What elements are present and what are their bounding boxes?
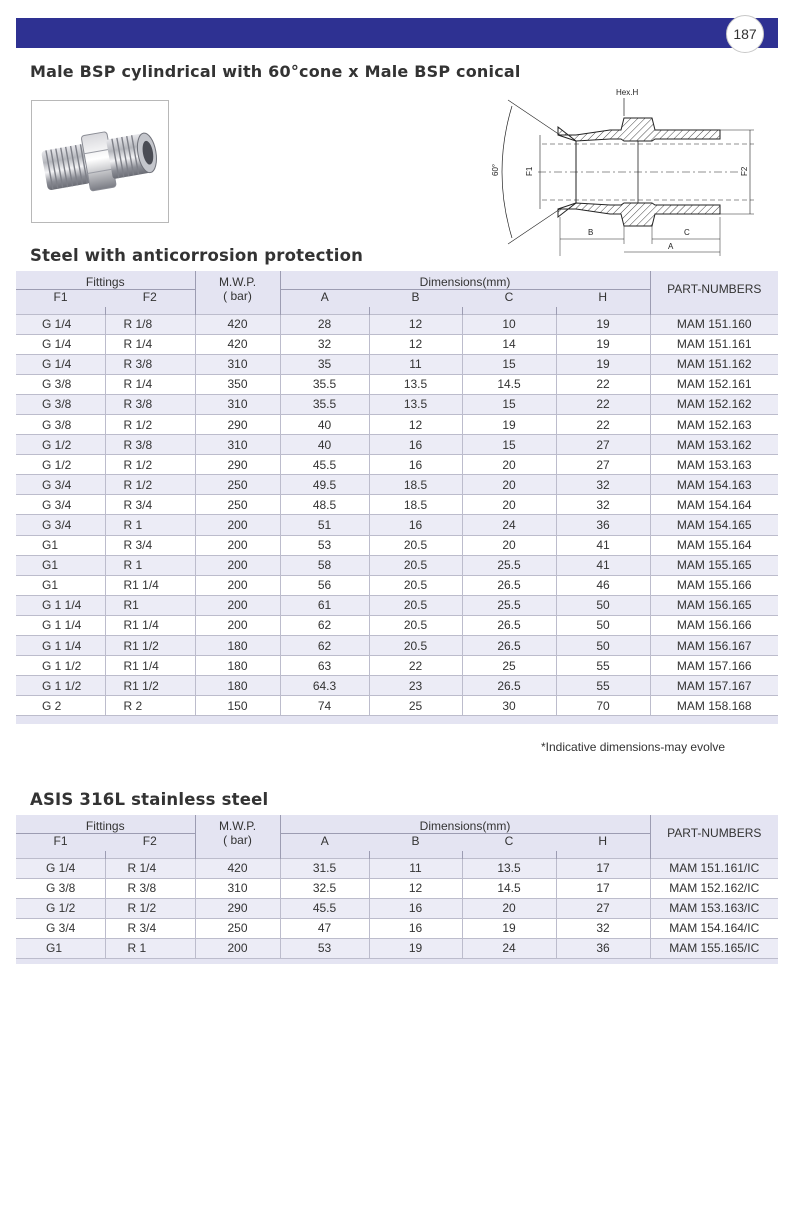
cell-f1: G 3/8 — [16, 374, 105, 394]
cell-part-number: MAM 151.161 — [650, 334, 778, 354]
cell-mwp: 310 — [195, 354, 280, 374]
cell-f2: R 1/4 — [105, 374, 195, 394]
dimensions-header: Dimensions(mm) — [280, 815, 650, 833]
cell-a: 51 — [280, 515, 369, 535]
cell-a: 74 — [280, 696, 369, 716]
cell-a: 35 — [280, 354, 369, 374]
cell-a: 58 — [280, 555, 369, 575]
cell-b: 12 — [369, 414, 462, 434]
cell-f2: R 1/2 — [105, 414, 195, 434]
cell-f2: R 3/8 — [105, 394, 195, 414]
cell-h: 27 — [556, 898, 650, 918]
cell-mwp: 200 — [195, 615, 280, 635]
cell-h: 32 — [556, 495, 650, 515]
h-header: H — [556, 833, 650, 851]
cell-f1: G 1/2 — [16, 435, 105, 455]
cell-h: 55 — [556, 656, 650, 676]
hex-label: Hex.H — [616, 88, 639, 97]
b-label: B — [588, 228, 594, 237]
fittings-header: Fittings — [16, 271, 195, 289]
cell-b: 20.5 — [369, 636, 462, 656]
cell-a: 62 — [280, 615, 369, 635]
cell-c: 25 — [462, 656, 556, 676]
cell-f2: R 1/2 — [105, 455, 195, 475]
cell-f2: R1 — [105, 595, 195, 615]
cell-mwp: 250 — [195, 495, 280, 515]
cell-f1: G 3/4 — [16, 495, 105, 515]
cell-b: 23 — [369, 676, 462, 696]
cell-c: 14.5 — [462, 374, 556, 394]
table-row — [16, 394, 778, 414]
cell-h: 36 — [556, 938, 650, 958]
cell-f2: R 3/8 — [105, 878, 195, 898]
a-header: A — [280, 833, 369, 851]
cell-part-number: MAM 157.166 — [650, 656, 778, 676]
cell-a: 61 — [280, 595, 369, 615]
cell-c: 24 — [462, 938, 556, 958]
cell-c: 25.5 — [462, 595, 556, 615]
cell-f2: R 1 — [105, 555, 195, 575]
cell-h: 22 — [556, 374, 650, 394]
cell-a: 40 — [280, 435, 369, 455]
c-header: C — [462, 289, 556, 307]
cell-c: 15 — [462, 435, 556, 455]
cell-h: 17 — [556, 878, 650, 898]
cell-b: 20.5 — [369, 595, 462, 615]
f1-header: F1 — [16, 289, 105, 307]
cell-a: 56 — [280, 575, 369, 595]
cell-mwp: 200 — [195, 515, 280, 535]
cell-c: 25.5 — [462, 555, 556, 575]
cell-h: 22 — [556, 414, 650, 434]
cell-b: 16 — [369, 898, 462, 918]
angle-label: 60° — [491, 163, 500, 176]
cell-f2: R 1/4 — [105, 334, 195, 354]
cell-c: 26.5 — [462, 676, 556, 696]
cell-h: 55 — [556, 676, 650, 696]
cell-c: 14 — [462, 334, 556, 354]
cell-h: 27 — [556, 455, 650, 475]
table-row — [16, 334, 778, 354]
dimensions-header: Dimensions(mm) — [280, 271, 650, 289]
cell-f2: R 3/4 — [105, 918, 195, 938]
cell-a: 40 — [280, 414, 369, 434]
f2-header: F2 — [105, 289, 195, 307]
table-row — [16, 354, 778, 374]
cell-h: 50 — [556, 636, 650, 656]
indicative-note: *Indicative dimensions-may evolve — [541, 740, 726, 754]
cell-b: 16 — [369, 455, 462, 475]
cell-h: 17 — [556, 858, 650, 878]
cell-c: 15 — [462, 354, 556, 374]
cell-f2: R1 1/4 — [105, 615, 195, 635]
cell-h: 50 — [556, 595, 650, 615]
cell-b: 25 — [369, 696, 462, 716]
cell-c: 20 — [462, 455, 556, 475]
table-row — [16, 938, 778, 958]
cell-c: 20 — [462, 898, 556, 918]
cell-h: 41 — [556, 535, 650, 555]
cell-b: 18.5 — [369, 475, 462, 495]
cell-b: 18.5 — [369, 495, 462, 515]
table-row — [16, 878, 778, 898]
cell-h: 50 — [556, 615, 650, 635]
cell-f1: G 2 — [16, 696, 105, 716]
cell-part-number: MAM 153.162 — [650, 435, 778, 455]
cell-a: 49.5 — [280, 475, 369, 495]
cell-a: 32 — [280, 334, 369, 354]
bar-header: ( bar) — [195, 289, 280, 307]
cell-b: 12 — [369, 334, 462, 354]
cell-part-number: MAM 156.167 — [650, 636, 778, 656]
cell-mwp: 420 — [195, 858, 280, 878]
cell-part-number: MAM 152.163 — [650, 414, 778, 434]
table-row — [16, 636, 778, 656]
mwp-header: M.W.P. — [195, 815, 280, 833]
cell-h: 27 — [556, 435, 650, 455]
cell-h: 19 — [556, 354, 650, 374]
b-header: B — [369, 833, 462, 851]
cell-mwp: 290 — [195, 455, 280, 475]
cell-part-number: MAM 155.166 — [650, 575, 778, 595]
cell-part-number: MAM 157.167 — [650, 676, 778, 696]
header-bar — [16, 18, 778, 48]
cell-mwp: 250 — [195, 918, 280, 938]
cell-part-number: MAM 151.161/IC — [650, 858, 778, 878]
cell-f2: R 3/4 — [105, 495, 195, 515]
table-row — [16, 555, 778, 575]
cell-f1: G 1 1/2 — [16, 656, 105, 676]
cell-c: 14.5 — [462, 878, 556, 898]
cell-a: 31.5 — [280, 858, 369, 878]
cell-b: 20.5 — [369, 615, 462, 635]
cell-c: 26.5 — [462, 636, 556, 656]
cell-part-number: MAM 152.162/IC — [650, 878, 778, 898]
cell-f2: R 3/4 — [105, 535, 195, 555]
table-row — [16, 575, 778, 595]
cell-mwp: 290 — [195, 898, 280, 918]
cell-a: 35.5 — [280, 374, 369, 394]
cell-mwp: 310 — [195, 394, 280, 414]
cell-mwp: 180 — [195, 656, 280, 676]
cell-f1: G1 — [16, 555, 105, 575]
cell-mwp: 310 — [195, 435, 280, 455]
cell-a: 53 — [280, 535, 369, 555]
cell-b: 16 — [369, 918, 462, 938]
table-row — [16, 374, 778, 394]
cell-b: 12 — [369, 314, 462, 334]
cell-f2: R 1/2 — [105, 898, 195, 918]
cell-f2: R1 1/2 — [105, 676, 195, 696]
cell-h: 32 — [556, 475, 650, 495]
cell-mwp: 200 — [195, 938, 280, 958]
cell-f2: R 3/8 — [105, 435, 195, 455]
cell-a: 35.5 — [280, 394, 369, 414]
cell-a: 45.5 — [280, 455, 369, 475]
cell-mwp: 250 — [195, 475, 280, 495]
table-row — [16, 898, 778, 918]
cell-part-number: MAM 155.164 — [650, 535, 778, 555]
cell-a: 63 — [280, 656, 369, 676]
table-row — [16, 595, 778, 615]
cell-f1: G 1/2 — [16, 898, 105, 918]
cell-mwp: 200 — [195, 575, 280, 595]
f1-header: F1 — [16, 833, 105, 851]
cell-part-number: MAM 153.163 — [650, 455, 778, 475]
table-row — [16, 314, 778, 334]
cell-mwp: 180 — [195, 636, 280, 656]
cell-f1: G1 — [16, 575, 105, 595]
cell-f1: G 1/4 — [16, 314, 105, 334]
f1-label: F1 — [525, 166, 534, 176]
page-number: 187 — [726, 15, 764, 53]
table-row — [16, 515, 778, 535]
cell-f2: R1 1/2 — [105, 636, 195, 656]
cell-mwp: 200 — [195, 555, 280, 575]
cell-c: 24 — [462, 515, 556, 535]
a-header: A — [280, 289, 369, 307]
cell-mwp: 420 — [195, 334, 280, 354]
cell-c: 20 — [462, 495, 556, 515]
cell-h: 22 — [556, 394, 650, 414]
cell-h: 70 — [556, 696, 650, 716]
cell-f2: R 3/8 — [105, 354, 195, 374]
cell-c: 20 — [462, 535, 556, 555]
cell-f2: R1 1/4 — [105, 575, 195, 595]
cell-b: 16 — [369, 435, 462, 455]
f2-header: F2 — [105, 833, 195, 851]
cell-f1: G 1 1/4 — [16, 595, 105, 615]
cell-f1: G1 — [16, 938, 105, 958]
cell-part-number: MAM 156.166 — [650, 615, 778, 635]
cell-h: 32 — [556, 918, 650, 938]
cell-f2: R1 1/4 — [105, 656, 195, 676]
cell-part-number: MAM 155.165/IC — [650, 938, 778, 958]
cell-f1: G 3/4 — [16, 515, 105, 535]
table-row — [16, 676, 778, 696]
cell-part-number: MAM 154.164 — [650, 495, 778, 515]
cell-f1: G 3/4 — [16, 475, 105, 495]
cell-h: 46 — [556, 575, 650, 595]
f2-label: F2 — [740, 166, 749, 176]
cell-b: 13.5 — [369, 394, 462, 414]
cell-a: 28 — [280, 314, 369, 334]
cell-f1: G 1/4 — [16, 858, 105, 878]
mwp-header: M.W.P. — [195, 271, 280, 289]
cell-f2: R 1 — [105, 938, 195, 958]
cell-b: 12 — [369, 878, 462, 898]
table-row — [16, 435, 778, 455]
cell-part-number: MAM 154.164/IC — [650, 918, 778, 938]
cell-a: 53 — [280, 938, 369, 958]
table-row — [16, 615, 778, 635]
technical-drawing — [488, 84, 770, 262]
cell-a: 45.5 — [280, 898, 369, 918]
cell-mwp: 150 — [195, 696, 280, 716]
cell-f2: R 1/2 — [105, 475, 195, 495]
cell-b: 11 — [369, 858, 462, 878]
cell-mwp: 200 — [195, 595, 280, 615]
cell-mwp: 290 — [195, 414, 280, 434]
cell-h: 36 — [556, 515, 650, 535]
cell-b: 16 — [369, 515, 462, 535]
cell-c: 13.5 — [462, 858, 556, 878]
cell-h: 19 — [556, 314, 650, 334]
table-row — [16, 414, 778, 434]
cell-c: 20 — [462, 475, 556, 495]
table-row — [16, 475, 778, 495]
cell-a: 48.5 — [280, 495, 369, 515]
cell-c: 19 — [462, 918, 556, 938]
cell-f1: G1 — [16, 535, 105, 555]
cell-mwp: 350 — [195, 374, 280, 394]
cell-f1: G 3/8 — [16, 394, 105, 414]
cell-f1: G 1/4 — [16, 334, 105, 354]
cell-a: 47 — [280, 918, 369, 938]
cell-f1: G 1 1/4 — [16, 615, 105, 635]
part-numbers-header: PART-NUMBERS — [650, 271, 778, 307]
cell-a: 64.3 — [280, 676, 369, 696]
cell-part-number: MAM 158.168 — [650, 696, 778, 716]
cell-b: 20.5 — [369, 535, 462, 555]
part-numbers-header: PART-NUMBERS — [650, 815, 778, 851]
cell-part-number: MAM 153.163/IC — [650, 898, 778, 918]
cell-part-number: MAM 152.162 — [650, 394, 778, 414]
cell-mwp: 310 — [195, 878, 280, 898]
cell-f2: R 1/8 — [105, 314, 195, 334]
cell-part-number: MAM 151.162 — [650, 354, 778, 374]
cell-h: 41 — [556, 555, 650, 575]
cell-mwp: 420 — [195, 314, 280, 334]
c-header: C — [462, 833, 556, 851]
cell-a: 62 — [280, 636, 369, 656]
cell-f2: R 2 — [105, 696, 195, 716]
table-row — [16, 455, 778, 475]
cell-f1: G 3/4 — [16, 918, 105, 938]
cell-c: 26.5 — [462, 575, 556, 595]
cell-c: 30 — [462, 696, 556, 716]
cell-mwp: 180 — [195, 676, 280, 696]
b-header: B — [369, 289, 462, 307]
cell-b: 20.5 — [369, 555, 462, 575]
cell-b: 20.5 — [369, 575, 462, 595]
cell-f2: R 1/4 — [105, 858, 195, 878]
cell-c: 15 — [462, 394, 556, 414]
fittings-header: Fittings — [16, 815, 195, 833]
cell-c: 19 — [462, 414, 556, 434]
stainless-heading: ASIS 316L stainless steel — [30, 790, 269, 809]
cell-part-number: MAM 152.161 — [650, 374, 778, 394]
cell-part-number: MAM 156.165 — [650, 595, 778, 615]
cell-f1: G 1 1/2 — [16, 676, 105, 696]
cell-c: 10 — [462, 314, 556, 334]
product-photo — [31, 100, 169, 223]
cell-a: 32.5 — [280, 878, 369, 898]
cell-part-number: MAM 154.165 — [650, 515, 778, 535]
cell-part-number: MAM 151.160 — [650, 314, 778, 334]
bar-header: ( bar) — [195, 833, 280, 851]
a-label: A — [668, 242, 674, 251]
cell-f1: G 3/8 — [16, 414, 105, 434]
cell-b: 19 — [369, 938, 462, 958]
c-label: C — [684, 228, 690, 237]
stainless-table — [16, 815, 778, 964]
cell-h: 19 — [556, 334, 650, 354]
cell-f2: R 1 — [105, 515, 195, 535]
cell-f1: G 1/4 — [16, 354, 105, 374]
cell-b: 11 — [369, 354, 462, 374]
h-header: H — [556, 289, 650, 307]
page-title: Male BSP cylindrical with 60°cone x Male BSP conical — [30, 62, 521, 81]
table-row — [16, 858, 778, 878]
cell-b: 13.5 — [369, 374, 462, 394]
table-row — [16, 495, 778, 515]
cell-c: 26.5 — [462, 615, 556, 635]
table-row — [16, 656, 778, 676]
cell-part-number: MAM 154.163 — [650, 475, 778, 495]
cell-f1: G 1/2 — [16, 455, 105, 475]
cell-f1: G 3/8 — [16, 878, 105, 898]
table-row — [16, 535, 778, 555]
cell-mwp: 200 — [195, 535, 280, 555]
steel-heading: Steel with anticorrosion protection — [30, 246, 364, 265]
cell-f1: G 1 1/4 — [16, 636, 105, 656]
steel-table — [16, 271, 778, 724]
cell-part-number: MAM 155.165 — [650, 555, 778, 575]
table-row — [16, 918, 778, 938]
table-row — [16, 696, 778, 716]
cell-b: 22 — [369, 656, 462, 676]
